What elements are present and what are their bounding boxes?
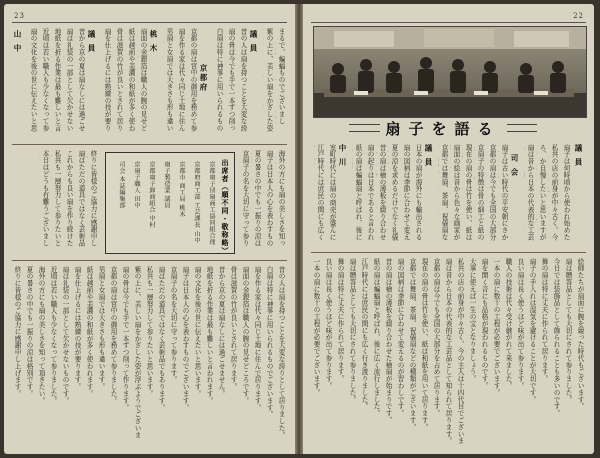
left-col-20: 夏の暑さの中でも一振りの涼は xyxy=(253,150,261,247)
left-col-17: 扇の文化を後の世に伝えたいと思 xyxy=(29,28,37,132)
left-col-21: 京扇子の名を大切に守って参り xyxy=(241,150,249,247)
left-col-5: 白扇は特に神事に用いられるもの xyxy=(215,28,223,132)
right-col-31: 京都の扇は今でも全国の大部分を占めて居ります。 xyxy=(432,258,440,417)
left-col-13b: 紫の上に、美しい扇をかざした姿が浮ぶようでございま xyxy=(133,266,141,439)
left-col-8b: 扇の文化を後の世に伝えたいと思います。 xyxy=(193,266,201,398)
participant-row: 京都扇子団扇商工協同組合理 xyxy=(208,161,215,246)
right-col-26: 一本の扇に数十の工程が必要でございます。 xyxy=(492,258,500,396)
left-col-8: 男扇と女扇では大きさも形も違い xyxy=(165,28,173,132)
title-ornament xyxy=(349,124,380,132)
right-col-38: 扇は贈答品としても大切にされて参りました。 xyxy=(348,258,356,403)
participant-row: 京扇子職人 田中 xyxy=(133,161,140,209)
header-rule xyxy=(311,22,586,23)
right-col-3: ろ、か自慢したいと思いますが xyxy=(538,144,546,241)
left-col-2b: 白扇は特に神事に用いられるものでございます。 xyxy=(265,266,273,418)
left-col-17b: 紙は越前や美濃の和紙が多く使われます。 xyxy=(85,266,93,398)
left-col-3b: 扇を作る家は代々同じ土地に住んで居ります。 xyxy=(253,266,261,411)
right-col-23: 扇子の手入れは湿気を避けることが大切です。 xyxy=(528,258,536,403)
right-col-28: 大事に使えば一生の宝となりましょう。 xyxy=(468,258,476,383)
right-col-2: 私共の店の前身が中々古く、今 xyxy=(550,144,558,241)
participant-row: 京都府商工部 工芸課長 山中 xyxy=(193,161,200,244)
participant-row: 京都市 商工局 桃木 xyxy=(178,161,185,218)
right-col-40: 良い扇は長く使うほど味が出て参ります。 xyxy=(324,258,332,390)
right-col-27: 扇を開く音にも品格が現われるものです。 xyxy=(480,258,488,390)
left-col-15: 地紙を折る作業は最も難しいと言 xyxy=(53,28,61,132)
roundtable-photo xyxy=(313,26,587,118)
left-col-3: 昔の人は扇を持つことを大変な誇 xyxy=(239,28,247,132)
right-col-10: 京都では舞扇、茶扇、祝儀扇な xyxy=(440,144,448,241)
right-col-18: 江戸時代には庶民の間にも広く xyxy=(316,144,324,241)
left-col-23: 扇はただの道具ではなく芸術品 xyxy=(77,150,85,247)
left-col-16: 近頃は若い職人も少なくなって参 xyxy=(41,28,49,132)
article-title: 扇子を語る xyxy=(385,119,501,138)
right-col-21: 今日では装飾品として飾られることも多いのです。 xyxy=(552,258,560,417)
left-col-10: 紙は越前や美濃の和紙が多く使わ xyxy=(127,28,135,132)
left-col-22: 終りに皆様のご協力に感謝申し xyxy=(89,150,97,247)
participant-row: 司会 本誌編集部 xyxy=(118,161,125,209)
right-col-33: 京都では舞扇、茶扇、祝儀扇などの種類がございます。 xyxy=(408,258,416,431)
right-col-36: 紙の扇は蝙蝠扇と呼ばれ、後に広く流行しました。 xyxy=(372,258,380,417)
right-col-19: 絵師たちが扇面に腕を競った時代もございます。 xyxy=(576,258,584,410)
left-col-14b: 扇の骨は今でも手で一本ずつ削って作ります。 xyxy=(121,266,129,411)
left-col-24: これからも良い扇を作り続けた xyxy=(65,150,73,247)
title-ornament xyxy=(507,124,538,132)
gutter xyxy=(295,4,303,454)
right-col-39: 舞の扇は特に丈夫に作られて居ります。 xyxy=(336,258,344,383)
row-divider xyxy=(311,252,586,253)
left-col-6: 京都の扇は宮中の御用を務めて参 xyxy=(189,28,197,132)
left-col-25: 私共も一層努力して参りたいと xyxy=(53,150,61,247)
left-page xyxy=(4,4,295,454)
article-title-bar xyxy=(343,118,543,138)
left-col-6b: 昔から京の夏は扇なしには過ごせません。 xyxy=(217,266,225,398)
speaker-heading: 司 会 xyxy=(510,154,519,178)
left-col-12b: 私共も一層努力して参りたいと思います。 xyxy=(145,266,153,398)
left-col-13: 昔から京の夏は扇なしには過ごせ xyxy=(77,28,85,132)
right-col-8: 現在の扇の骨は竹を使い、紙は xyxy=(464,144,472,241)
photo-graphic xyxy=(314,27,586,117)
right-col-22: 舞の扇は特に丈夫に作られて居ります。 xyxy=(540,258,548,383)
left-col-10b: 京扇子の名を大切に守って参ります。 xyxy=(169,266,177,384)
right-col-17: 室町時代には扇の商売が盛んに xyxy=(328,144,336,241)
speaker-heading: 議 員 xyxy=(249,30,258,54)
speaker-heading: 桃 木 xyxy=(149,30,158,54)
header-rule xyxy=(12,22,287,23)
right-col-24: 良い扇は長く使うほど味が出て参ります。 xyxy=(516,258,524,390)
left-col-4: 扇の骨は今でも手で一本ずつ削っ xyxy=(227,28,235,132)
speaker-heading: 山 中 xyxy=(13,30,22,54)
right-col-41: 一本の扇に数十の工程が必要でございます。 xyxy=(312,258,320,396)
right-col-13: 夏の涼を求めるだけでなく礼儀 xyxy=(390,144,398,241)
left-col-7: 扇を作る家は代々同じ土地に住ん xyxy=(177,28,185,132)
left-col-2: 紫の上に、美しい扇をかざした姿 xyxy=(265,28,273,132)
left-col-11: 骨は滋賀の竹が良いとされて居り xyxy=(115,28,123,132)
left-col-11b: 扇はただの道具ではなく芸術品でもあります。 xyxy=(157,266,165,411)
right-col-5: 扇子は古い時代の平安朝にさか xyxy=(500,144,508,241)
left-col-19b: 扇は礼装の一部として欠かせないものです。 xyxy=(61,266,69,404)
speaker-heading: 中 川 xyxy=(338,144,347,168)
left-col-9b: 扇子は日本人の心を表わすものでございます。 xyxy=(181,266,189,411)
page-number-left: 23 xyxy=(14,12,25,20)
right-col-4: 扇は昔から日本の代表的な工芸 xyxy=(526,144,534,241)
right-col-35: 昔の扇は檜の薄板を綴り合わせた檜扇が始まりです。 xyxy=(384,258,392,424)
speaker-heading: 議 員 xyxy=(87,30,96,54)
left-col-4b: 扇面の金銀箔は職人の腕の見せどころです。 xyxy=(241,266,249,404)
right-col-12: 扇の図柄は季節に合わせて変え xyxy=(402,144,410,241)
row-divider xyxy=(12,260,287,261)
left-col-5b: 骨は滋賀の竹が良いとされて居ります。 xyxy=(229,266,237,391)
left-col-20b: 近頃は若い職人も少なくなって参りました。 xyxy=(49,266,57,404)
right-col-15: 扇の起りは日本であると言われ xyxy=(366,144,374,241)
right-col-32: 現在の扇の骨は竹を使い、紙は和紙を用いて居ります。 xyxy=(420,258,428,431)
left-col-23b: 終りに皆様のご協力に感謝申し上げます。 xyxy=(13,266,21,398)
left-col-19: 扇子は日本人の心を表わすもの xyxy=(265,150,273,247)
left-col-9: 扇面の金銀箔は職人の腕の見せど xyxy=(139,28,147,132)
left-col-7b: 地紙を折る作業は最も難しいと言われます。 xyxy=(205,266,213,404)
right-col-11: 日本の扇が海外にも輸出される xyxy=(414,144,422,241)
right-col-30: 扇は昔から日本の代表的な工芸品として知られて居ります。 xyxy=(444,258,452,445)
right-col-7: 京扇子の特徴は骨の細工と紙の xyxy=(476,144,484,241)
left-col-18: 海外の方にも扇の美しさを知っ xyxy=(277,150,285,247)
right-col-14: 昔の扇は檜の薄板を綴り合わせ xyxy=(378,144,386,241)
speaker-heading: 議 員 xyxy=(424,144,433,168)
left-col-1: まるで、蝙蝠ものでございまし xyxy=(277,28,285,125)
participants-box xyxy=(105,152,235,254)
participant-row: 扇子製造業 議員 xyxy=(163,161,170,209)
left-col-21b: 海外の方にも扇の美しさを知って頂きたい。 xyxy=(37,266,45,404)
left-col-16b: 男扇と女扇では大きさも形も違います。 xyxy=(97,266,105,391)
right-col-16: 紙の扇は蝙蝠扇と呼ばれ、後に xyxy=(354,144,362,241)
row-divider xyxy=(12,144,287,145)
right-col-29: 私共の店の前身が中々古く、今の主人は十四代目でございま xyxy=(456,258,464,445)
right-col-20: 扇は贈答品としても大切にされて参りました。 xyxy=(564,258,572,403)
right-col-34: 扇の図柄は季節に合わせて変えるのが習わしです。 xyxy=(396,258,404,417)
left-col-18b: 扇を仕上げるには熟練の技が要ります。 xyxy=(73,266,81,391)
speaker-heading: 議 員 xyxy=(574,144,583,168)
left-col-1b: 昔の人は扇を持つことを大変な誇りとして居りました。 xyxy=(277,266,285,439)
right-col-9: 扇面の絵は昔から色々な画家が xyxy=(452,144,460,241)
page-number-right: 22 xyxy=(573,12,584,20)
left-col-26: 本日はどうも有難うございまし xyxy=(41,150,49,247)
participants-title: 出席者（順不同・敬称略） xyxy=(221,159,230,255)
participant-row: 京都扇子卸商組合 中村 xyxy=(148,161,155,229)
speaker-heading: 京都府 xyxy=(199,64,208,93)
right-col-25: 職人の技術は代々受け継がれて来ました。 xyxy=(504,258,512,390)
left-col-22b: 夏の暑さの中でも一振りの涼は格別です。 xyxy=(25,266,33,398)
right-col-1: 扇子は何時頃から使われ始めた xyxy=(562,144,570,241)
right-page xyxy=(303,4,594,454)
right-col-6: 京都の扇は今でも全国の大部分 xyxy=(488,144,496,241)
left-col-12: 扇を仕上げるには熟練の技が要り xyxy=(103,28,111,132)
left-col-14: 扇は礼装の一部として欠かせない xyxy=(65,28,73,132)
left-col-15b: 京都の扇は宮中の御用を務めて参りました。 xyxy=(109,266,117,404)
right-col-37: 江戸時代には庶民の間にも広く行き渡りました。 xyxy=(360,258,368,410)
